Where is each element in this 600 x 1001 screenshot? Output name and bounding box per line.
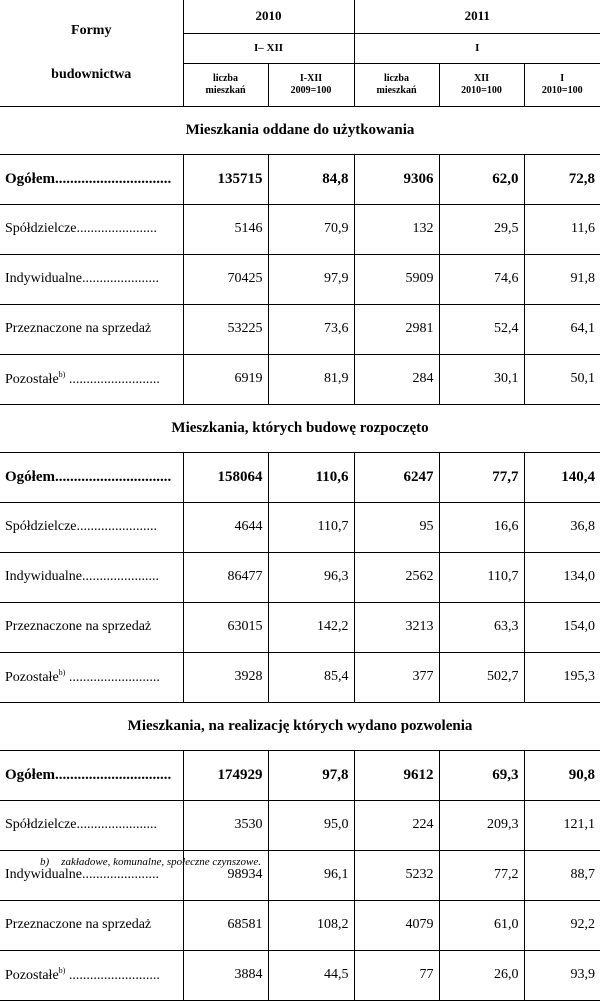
cell-value: 110,7 <box>439 552 524 602</box>
cell-value: 97,9 <box>268 254 354 304</box>
table-row <box>0 154 600 204</box>
table-row <box>0 354 600 404</box>
cell-value: 3884 <box>183 950 268 1000</box>
footnote-marker: b) <box>58 370 66 379</box>
col-header-1: liczba mieszkań <box>183 63 268 106</box>
cell-value: 77 <box>354 950 439 1000</box>
cell-value: 26,0 <box>439 950 524 1000</box>
footnote-marker: b) <box>58 966 66 975</box>
forms-header-line2: budownictwa <box>51 66 132 82</box>
footnote-key: b) <box>40 856 50 868</box>
row-label: Spółdzielcze....................... <box>0 204 183 254</box>
cell-value: 142,2 <box>268 602 354 652</box>
cell-value: 52,4 <box>439 304 524 354</box>
cell-value: 74,6 <box>439 254 524 304</box>
cell-value: 64,1 <box>524 304 600 354</box>
cell-value: 77,2 <box>439 850 524 900</box>
cell-value: 91,8 <box>524 254 600 304</box>
table-row <box>0 800 600 850</box>
row-label: Pozostałe$^{b)}$ .......................... <box>0 652 183 702</box>
cell-value: 2981 <box>354 304 439 354</box>
table-row <box>0 552 600 602</box>
cell-value: 16,6 <box>439 502 524 552</box>
cell-value: 88,7 <box>524 850 600 900</box>
cell-value: 4079 <box>354 900 439 950</box>
cell-value: 95,0 <box>268 800 354 850</box>
cell-value: 224 <box>354 800 439 850</box>
table-row <box>0 652 600 702</box>
cell-value: 6247 <box>354 452 439 502</box>
table-row <box>0 254 600 304</box>
cell-value: 5232 <box>354 850 439 900</box>
cell-value: 502,7 <box>439 652 524 702</box>
cell-value: 96,3 <box>268 552 354 602</box>
cell-value: 132 <box>354 204 439 254</box>
section-title: Mieszkania oddane do użytkowania <box>0 106 600 154</box>
table-row <box>0 502 600 552</box>
cell-value: 140,4 <box>524 452 600 502</box>
table-row <box>0 750 600 800</box>
col-header-5: I 2010=100 <box>524 63 600 106</box>
forms-header-line1: Formy <box>71 22 112 38</box>
cell-value: 69,3 <box>439 750 524 800</box>
cell-value: 377 <box>354 652 439 702</box>
row-label: Ogółem............................... <box>0 154 183 204</box>
cell-value: 77,7 <box>439 452 524 502</box>
section-title: Mieszkania, na realizację których wydano pozwolenia <box>0 702 600 750</box>
forms-header-cell <box>0 0 183 106</box>
table-row <box>0 950 600 1000</box>
cell-value: 110,6 <box>268 452 354 502</box>
cell-value: 154,0 <box>524 602 600 652</box>
row-label: Ogółem............................... <box>0 750 183 800</box>
table-row <box>0 602 600 652</box>
cell-value: 70,9 <box>268 204 354 254</box>
row-label: Spółdzielcze....................... <box>0 800 183 850</box>
cell-value: 36,8 <box>524 502 600 552</box>
cell-value: 81,9 <box>268 354 354 404</box>
cell-value: 29,5 <box>439 204 524 254</box>
cell-value: 134,0 <box>524 552 600 602</box>
cell-value: 96,1 <box>268 850 354 900</box>
cell-value: 68581 <box>183 900 268 950</box>
cell-value: 93,9 <box>524 950 600 1000</box>
cell-value: 70425 <box>183 254 268 304</box>
cell-value: 158064 <box>183 452 268 502</box>
section-title: Mieszkania, których budowę rozpoczęto <box>0 404 600 452</box>
period-2011-header: I <box>354 33 600 63</box>
year-2010-header: 2010 <box>183 0 354 33</box>
cell-value: 3928 <box>183 652 268 702</box>
cell-value: 9612 <box>354 750 439 800</box>
cell-value: 90,8 <box>524 750 600 800</box>
cell-value: 284 <box>354 354 439 404</box>
col-header-3: liczba mieszkań <box>354 63 439 106</box>
table-row <box>0 304 600 354</box>
cell-value: 110,7 <box>268 502 354 552</box>
row-label: Ogółem............................... <box>0 452 183 502</box>
row-label: Indywidualne...................... <box>0 254 183 304</box>
cell-value: 63,3 <box>439 602 524 652</box>
cell-value: 209,3 <box>439 800 524 850</box>
cell-value: 2562 <box>354 552 439 602</box>
period-2010-header: I– XII <box>183 33 354 63</box>
col-header-4: XII 2010=100 <box>439 63 524 106</box>
cell-value: 30,1 <box>439 354 524 404</box>
table-row <box>0 204 600 254</box>
cell-value: 61,0 <box>439 900 524 950</box>
cell-value: 5146 <box>183 204 268 254</box>
cell-value: 63015 <box>183 602 268 652</box>
cell-value: 4644 <box>183 502 268 552</box>
footnote-marker: b) <box>58 668 66 677</box>
footnote-text: zakładowe, komunalne, społeczne czynszowe. <box>61 856 261 868</box>
cell-value: 5909 <box>354 254 439 304</box>
row-label: Indywidualne...................... <box>0 850 183 900</box>
cell-value: 85,4 <box>268 652 354 702</box>
cell-value: 50,1 <box>524 354 600 404</box>
cell-value: 97,8 <box>268 750 354 800</box>
col-header-2: I-XII 2009=100 <box>268 63 354 106</box>
year-2011-header: 2011 <box>354 0 600 33</box>
row-label: Przeznaczone na sprzedaż <box>0 304 183 354</box>
cell-value: 6919 <box>183 354 268 404</box>
cell-value: 121,1 <box>524 800 600 850</box>
row-label: Przeznaczone na sprzedaż <box>0 602 183 652</box>
cell-value: 11,6 <box>524 204 600 254</box>
cell-value: 92,2 <box>524 900 600 950</box>
cell-value: 86477 <box>183 552 268 602</box>
table-row <box>0 900 600 950</box>
cell-value: 3213 <box>354 602 439 652</box>
cell-value: 72,8 <box>524 154 600 204</box>
cell-value: 9306 <box>354 154 439 204</box>
cell-value: 174929 <box>183 750 268 800</box>
row-label: Pozostałe$^{b)}$ .......................... <box>0 354 183 404</box>
cell-value: 53225 <box>183 304 268 354</box>
footnote <box>40 856 261 868</box>
cell-value: 108,2 <box>268 900 354 950</box>
row-label: Indywidualne...................... <box>0 552 183 602</box>
table-row <box>0 452 600 502</box>
cell-value: 73,6 <box>268 304 354 354</box>
cell-value: 195,3 <box>524 652 600 702</box>
row-label: Spółdzielcze....................... <box>0 502 183 552</box>
cell-value: 84,8 <box>268 154 354 204</box>
cell-value: 62,0 <box>439 154 524 204</box>
row-label: Pozostałe$^{b)}$ .......................... <box>0 950 183 1000</box>
cell-value: 3530 <box>183 800 268 850</box>
cell-value: 44,5 <box>268 950 354 1000</box>
row-label: Przeznaczone na sprzedaż <box>0 900 183 950</box>
cell-value: 95 <box>354 502 439 552</box>
cell-value: 98934 <box>183 850 268 900</box>
cell-value: 135715 <box>183 154 268 204</box>
